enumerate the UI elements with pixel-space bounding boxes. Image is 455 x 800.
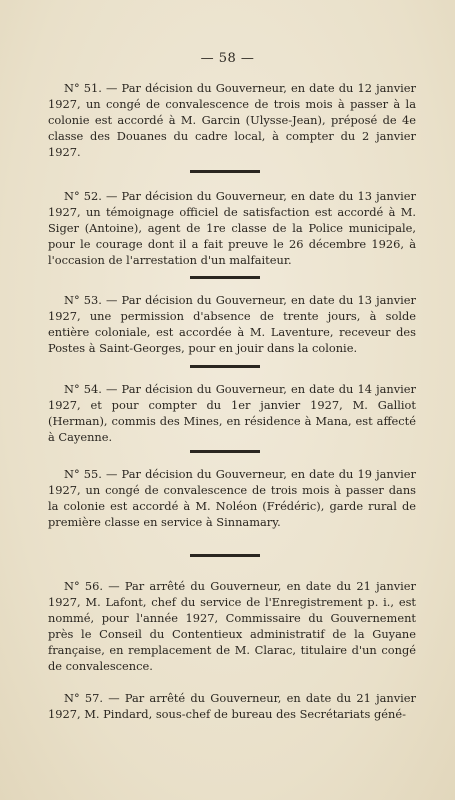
page-number: — 58 — xyxy=(200,51,255,66)
entry-53-text: N° 53. — Par décision du Gouverneur, en date du 13 janvier 1927, une permission d'absence de trente jours, à solde entière coloniale, est accordée à M. Laventure, receveur des Postes à Saint-Georges, pour en jouir dans la colonie. xyxy=(48,293,416,355)
entry-55 xyxy=(48,466,416,530)
separator-rule xyxy=(190,450,260,453)
entry-53 xyxy=(48,292,416,356)
entry-56 xyxy=(48,578,416,674)
entry-52 xyxy=(48,188,416,268)
entry-57-text: N° 57. — Par arrêté du Gouverneur, en date du 21 janvier 1927, M. Pindard, sous-chef de bureau des Secrétariats géné- xyxy=(48,691,416,721)
entry-54 xyxy=(48,381,416,445)
separator-rule xyxy=(190,276,260,279)
separator-rule xyxy=(190,365,260,368)
entry-51 xyxy=(48,80,416,160)
entry-56-text: N° 56. — Par arrêté du Gouverneur, en date du 21 janvier 1927, M. Lafont, chef du service de l'Enregistrement p. i., est nommé, pour l'année 1927, Commissaire du Gouvernement près le Conseil du Contentieux administratif de la Guyane française, en remplacement de M. Clarac, titulaire d'un congé de convalescence. xyxy=(48,579,416,673)
entry-57 xyxy=(48,690,416,722)
entry-52-text: N° 52. — Par décision du Gouverneur, en date du 13 janvier 1927, un témoignage officiel de satisfaction est accordé à M. Siger (Antoine), agent de 1re classe de la Police municipale, pour le courage dont il a fait preuve le 26 décembre 1926, à l'occasion de l'arrestation d'un malfaiteur. xyxy=(48,189,416,267)
entry-55-text: N° 55. — Par décision du Gouverneur, en date du 19 janvier 1927, un congé de convalescence de trois mois à passer dans la colonie est accordé à M. Noléon (Frédéric), garde rural de première classe en service à Sinnamary. xyxy=(48,467,416,529)
entry-54-text: N° 54. — Par décision du Gouverneur, en date du 14 janvier 1927, et pour compter du 1er janvier 1927, M. Galliot (Herman), commis des Mines, en résidence à Mana, est affecté à Cayenne. xyxy=(48,382,416,444)
entry-51-text: N° 51. — Par décision du Gouverneur, en date du 12 janvier 1927, un congé de convalescence de trois mois à passer à la colonie est accordé à M. Garcin (Ulysse-Jean), préposé de 4e classe des Douanes du cadre local, à compter du 2 janvier 1927. xyxy=(48,81,416,159)
separator-rule xyxy=(190,554,260,557)
separator-rule xyxy=(190,170,260,173)
